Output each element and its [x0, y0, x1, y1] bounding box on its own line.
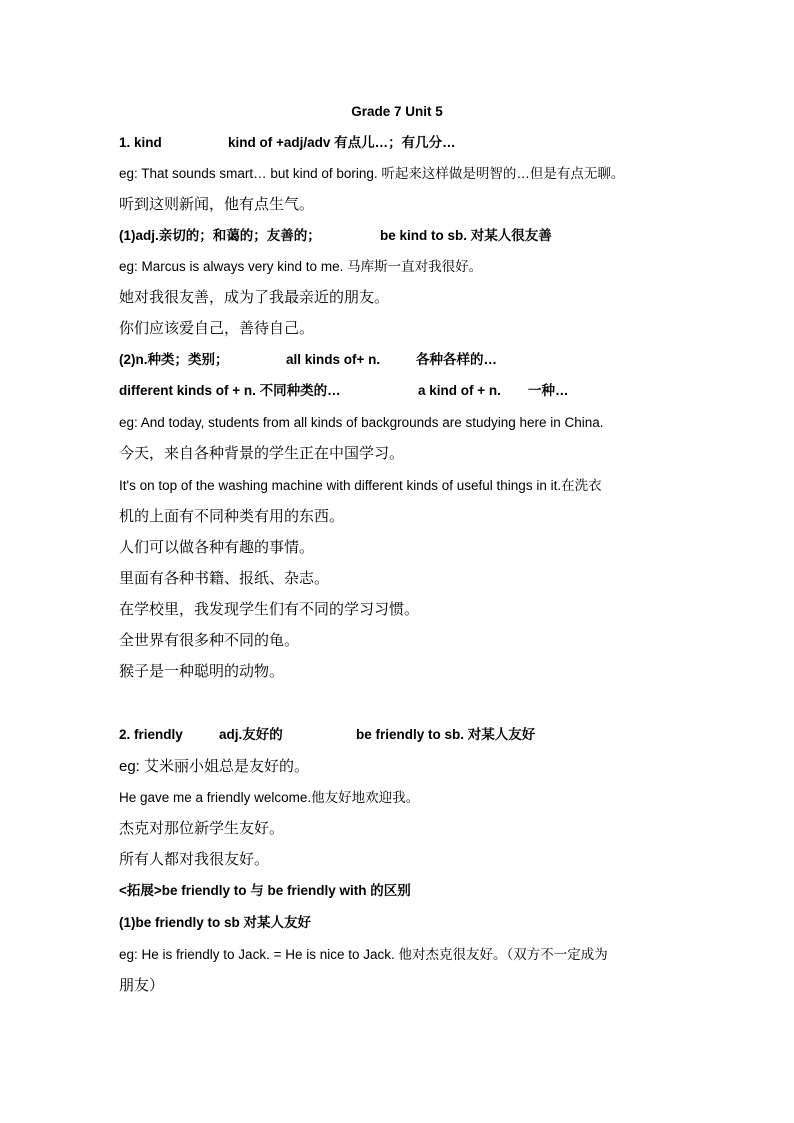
page-title: Grade 7 Unit 5 [351, 104, 443, 119]
extension-heading: <拓展>be friendly to 与 be friendly with 的区别 [119, 883, 411, 898]
exercise-line: 你们应该爱自己，善待自己。 [119, 320, 315, 337]
example-line: eg: He is friendly to Jack. = He is nice to Jack. 他对杰克很友好。（双方不一定成为 [119, 947, 608, 962]
phrase-label: be kind to sb. 对某人很友善 [380, 228, 552, 243]
phrase-label: different kinds of + n. 不同种类的… [119, 383, 341, 398]
exercise-line: 杰克对那位新学生友好。 [119, 820, 285, 837]
phrase-meaning: 一种… [528, 383, 569, 398]
exercise-line: 猴子是一种聪明的动物。 [119, 663, 285, 680]
exercise-line: 里面有各种书籍、报纸、杂志。 [119, 570, 330, 587]
sense-label: (2)n.种类；类别； [119, 352, 229, 367]
example-line: eg: Marcus is always very kind to me. 马库斯一直对我很好。 [119, 259, 483, 274]
heading-phrase: be friendly to sb. 对某人友好 [356, 727, 536, 742]
example-line: It's on top of the washing machine with different kinds of useful things in it.在洗衣 [119, 478, 602, 493]
phrase-label: all kinds of+ n. [286, 352, 381, 367]
exercise-line: 所有人都对我很友好。 [119, 851, 270, 868]
phrase-meaning: 各种各样的… [416, 352, 497, 367]
section-2-heading [119, 725, 536, 745]
example-line: eg: And today, students from all kinds of backgrounds are studying here in China. [119, 415, 604, 430]
example-line: eg: 艾米丽小姐总是友好的。 [119, 758, 310, 775]
example-line: eg: That sounds smart… but kind of boring. 听起来这样做是明智的…但是有点无聊。 [119, 166, 625, 181]
sense-label: (1)adj.亲切的；和蔼的；友善的； [119, 228, 321, 243]
exercise-line: 全世界有很多种不同的龟。 [119, 632, 300, 649]
exercise-line: 听到这则新闻，他有点生气。 [119, 196, 315, 213]
exercise-line: 她对我很友善，成为了我最亲近的朋友。 [119, 289, 390, 306]
subsection-noun [119, 350, 497, 370]
section-1-heading [119, 133, 456, 153]
example-continuation: 机的上面有不同种类有用的东西。 [119, 508, 345, 525]
subsection-adj [119, 226, 552, 246]
phrase-label: a kind of + n. [418, 383, 501, 398]
heading-word: 1. kind [119, 135, 162, 150]
example-translation: 今天，来自各种背景的学生正在中国学习。 [119, 445, 405, 462]
heading-pos: adj.友好的 [219, 727, 283, 742]
exercise-line: 在学校里，我发现学生们有不同的学习习惯。 [119, 601, 420, 618]
example-continuation: 朋友） [119, 977, 165, 994]
heading-word: 2. friendly [119, 727, 183, 742]
phrase-line [119, 381, 569, 401]
subsection-friendly-to: (1)be friendly to sb 对某人友好 [119, 915, 312, 930]
heading-phrase: kind of +adj/adv 有点儿…；有几分… [228, 135, 456, 150]
exercise-line: 人们可以做各种有趣的事情。 [119, 539, 315, 556]
example-line: He gave me a friendly welcome.他友好地欢迎我。 [119, 790, 420, 805]
